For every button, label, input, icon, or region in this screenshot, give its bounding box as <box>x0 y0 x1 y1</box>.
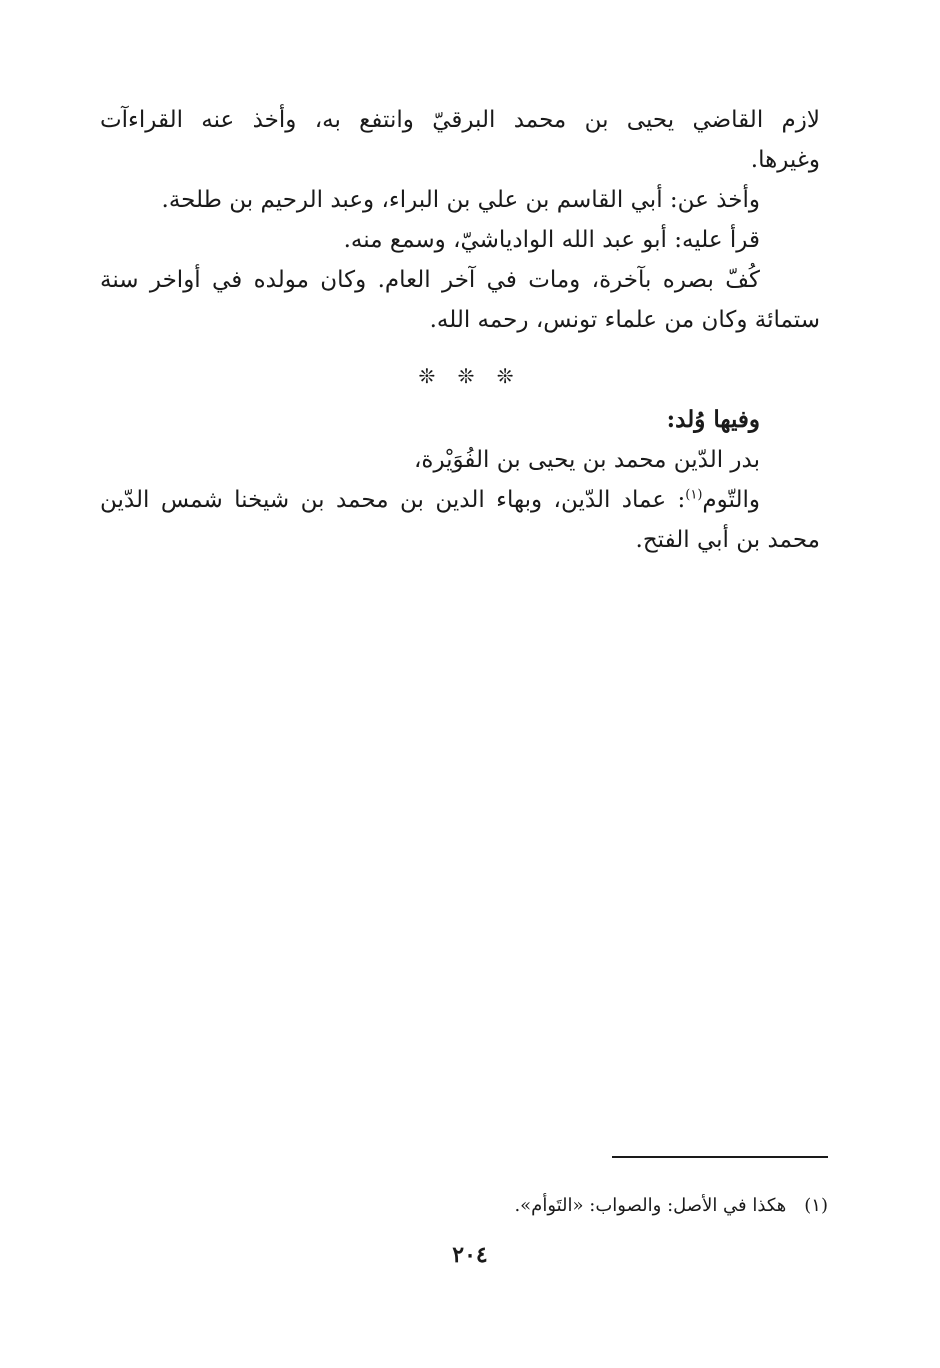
footnote-reference[interactable]: (١) <box>685 487 703 503</box>
footnote-text: هكذا في الأصل: والصواب: «التَوأم». <box>514 1195 787 1216</box>
entry-2-line-2: محمد بن أبي الفتح. <box>635 527 820 553</box>
section-heading: وفيها وُلد: <box>666 406 760 433</box>
page-number: ٢٠٤ <box>452 1242 488 1268</box>
paragraph-4-line-1: كُفّ بصره بآخرة، ومات في آخر العام. وكان مولده في أواخر سنة <box>100 267 760 293</box>
birth-section <box>100 400 820 560</box>
footnote-divider <box>612 1156 828 1158</box>
paragraph-4-line-2: ستمائة وكان من علماء تونس، رحمه الله. <box>429 307 820 333</box>
entry-2-line-1 <box>100 480 820 520</box>
paragraph-2: وأخذ عن: أبي القاسم بن علي بن البراء، وعبد الرحيم بن طلحة. <box>161 187 760 213</box>
entry-2-continuation: : عماد الدّين، وبهاء الدين بن محمد بن شيخنا شمس الدّين <box>100 487 686 513</box>
footnote-number: (١) <box>804 1195 828 1216</box>
entry-1: بدر الدّين محمد بن يحيى بن الفُوَيْرة، <box>413 447 760 473</box>
paragraph-3: قرأ عليه: أبو عبد الله الوادياشيّ، وسمع منه. <box>343 227 760 253</box>
section-separator: ❊ ❊ ❊ <box>418 364 522 388</box>
paragraph-1-line-2: وغيرها. <box>750 147 820 173</box>
entry-2-name: والتّوم <box>702 487 760 513</box>
paragraph-1-line-1: لازم القاضي يحيى بن محمد البرقيّ وانتفع به، وأخذ عنه القراءآت <box>100 107 820 133</box>
body-text <box>100 100 820 340</box>
footnote <box>100 1192 828 1220</box>
